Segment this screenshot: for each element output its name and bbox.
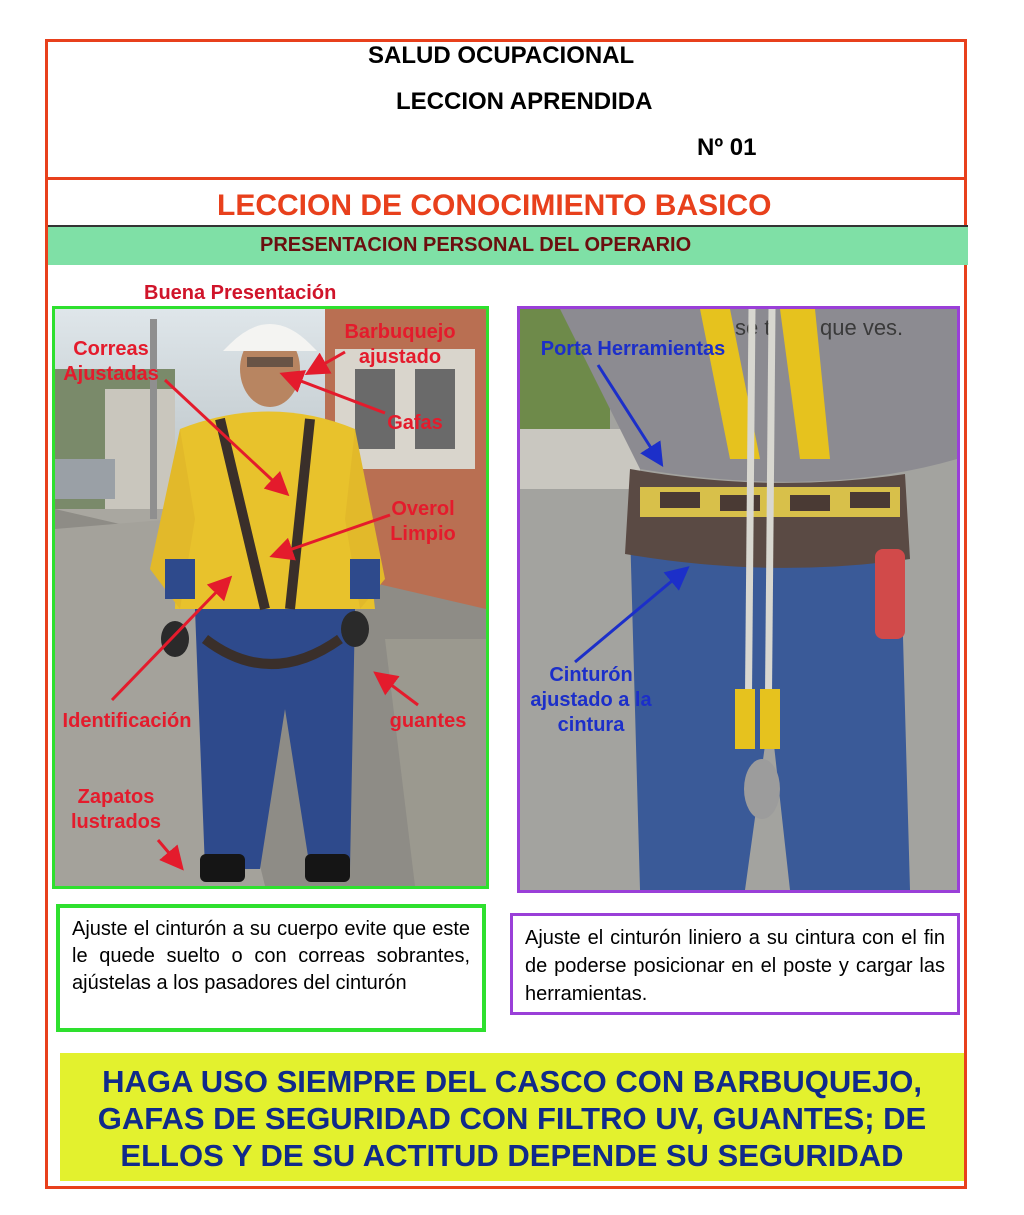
label-cinturon-line2: ajustado a la — [530, 689, 652, 711]
label-overol — [378, 497, 468, 547]
label-barbuquejo-line2: ajustado — [358, 346, 442, 368]
header-line2: LECCION APRENDIDA — [396, 88, 653, 115]
page-title: LECCION DE CONOCIMIENTO BASICO — [217, 189, 772, 222]
label-gafas: Gafas — [387, 412, 443, 434]
left-note: Ajuste el cinturón a su cuerpo evite que este le quede suelto o con correas sobrantes, ajústelas a los pasadores del cinturón — [56, 904, 486, 1032]
label-overol-line2: Limpio — [390, 523, 456, 545]
label-correas — [56, 337, 166, 387]
label-cinturon-line3: cintura — [557, 714, 625, 736]
label-barbuquejo — [330, 320, 470, 370]
belt-back-illustration — [520, 309, 957, 890]
label-overol-line1: Overol — [391, 498, 455, 520]
safety-warning: HAGA USO SIEMPRE DEL CASCO CON BARBUQUEJO, GAFAS DE SEGURIDAD CON FILTRO UV, GUANTES; DE ELLOS Y DE SU ACTITUD DEPENDE SU SEGURIDAD — [60, 1053, 964, 1181]
label-correas-line1: Correas — [73, 338, 149, 360]
label-guantes: guantes — [389, 710, 467, 732]
lesson-number: Nº 01 — [697, 134, 757, 161]
label-barbuquejo-line1: Barbuquejo — [344, 321, 456, 343]
belt-back-photo — [517, 306, 960, 893]
label-zapatos-line2: lustrados — [70, 811, 162, 833]
left-caption: Buena Presentación — [144, 282, 337, 304]
label-zapatos — [60, 785, 172, 835]
shirt-print-1: se t — [735, 315, 771, 340]
header-line1: SALUD OCUPACIONAL — [368, 42, 635, 69]
subtitle: PRESENTACION PERSONAL DEL OPERARIO — [260, 234, 692, 256]
label-identificacion: Identificación — [62, 710, 192, 732]
label-zapatos-line1: Zapatos — [77, 786, 155, 808]
shirt-print-2: que ves. — [820, 315, 904, 340]
right-note: Ajuste el cinturón liniero a su cintura con el fin de poderse posicionar en el poste y cargar las herramientas. — [510, 913, 960, 1015]
label-porta-herramientas: Porta Herramientas — [540, 338, 726, 360]
header-divider — [45, 177, 967, 180]
label-cinturon — [516, 663, 666, 738]
label-correas-line2: Ajustadas — [63, 363, 159, 385]
label-cinturon-line1: Cinturón — [549, 664, 633, 686]
